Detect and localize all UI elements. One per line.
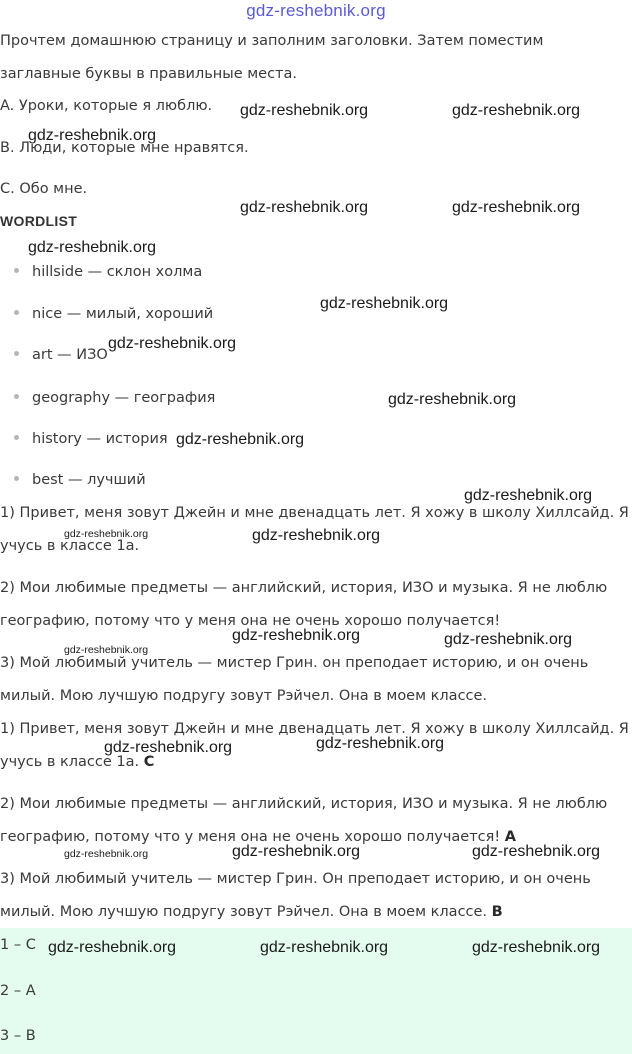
- answer-mark: B: [491, 904, 503, 920]
- watermark: gdz-reshebnik.org: [64, 528, 149, 540]
- watermark: gdz-reshebnik.org: [108, 335, 237, 352]
- wordlist-item: hillside — склон холма: [14, 264, 202, 280]
- wordlist-item: geography — география: [14, 390, 215, 406]
- paragraph-line: учусь в классе 1а. C: [0, 754, 155, 770]
- bullet-icon: [14, 268, 19, 273]
- watermark: gdz-reshebnik.org: [28, 239, 157, 256]
- watermark: gdz-reshebnik.org: [320, 295, 449, 312]
- watermark: gdz-reshebnik.org: [260, 939, 389, 956]
- wordlist-item: art — ИЗО: [14, 347, 108, 363]
- intro-line: Прочтем домашнюю страницу и заполним заголовки. Затем поместим: [0, 33, 544, 49]
- bullet-icon: [14, 394, 19, 399]
- bullet-icon: [14, 476, 19, 481]
- watermark: gdz-reshebnik.org: [388, 391, 517, 408]
- watermark: gdz-reshebnik.org: [48, 939, 177, 956]
- paragraph-line: милый. Мою лучшую подругу зовут Рэйчел. Она в моем классе. B: [0, 904, 503, 920]
- answer-mark: C: [143, 754, 155, 770]
- watermark: gdz-reshebnik.org: [28, 127, 157, 144]
- intro-line: заглавные буквы в правильные места.: [0, 66, 297, 82]
- watermark: gdz-reshebnik.org: [176, 431, 305, 448]
- paragraph-line: географию, потому что у меня она не очень хорошо получается! A: [0, 829, 517, 845]
- watermark: gdz-reshebnik.org: [232, 843, 361, 860]
- answer-mark: A: [504, 829, 517, 845]
- watermark: gdz-reshebnik.org: [232, 627, 361, 644]
- bullet-icon: [14, 351, 19, 356]
- watermark: gdz-reshebnik.org: [472, 939, 601, 956]
- watermark: gdz-reshebnik.org: [464, 487, 593, 504]
- answer-item: 2 – A: [0, 983, 36, 999]
- bullet-icon: [14, 310, 19, 315]
- paragraph-line: 2) Мои любимые предметы — английский, история, ИЗО и музыка. Я не люблю: [0, 796, 608, 812]
- watermark: gdz-reshebnik.org: [64, 644, 149, 656]
- paragraph-line: милый. Мою лучшую подругу зовут Рэйчел. Она в моем классе.: [0, 688, 488, 704]
- watermark: gdz-reshebnik.org: [452, 199, 581, 216]
- paragraph-line: 1) Привет, меня зовут Джейн и мне двенадцать лет. Я хожу в школу Хиллсайд. Я: [0, 721, 629, 737]
- paragraph-line: 2) Мои любимые предметы — английский, история, ИЗО и музыка. Я не люблю: [0, 580, 608, 596]
- watermark: gdz-reshebnik.org: [64, 848, 149, 860]
- paragraph-line: 1) Привет, меня зовут Джейн и мне двенадцать лет. Я хожу в школу Хиллсайд. Я: [0, 505, 629, 521]
- watermark: gdz-reshebnik.org: [316, 735, 445, 752]
- wordlist-item: best — лучший: [14, 472, 146, 488]
- watermark: gdz-reshebnik.org: [472, 843, 601, 860]
- watermark: gdz-reshebnik.org: [252, 527, 381, 544]
- wordlist-heading: WORDLIST: [0, 213, 78, 229]
- site-title[interactable]: gdz-reshebnik.org: [246, 1, 386, 20]
- option-a: A. Уроки, которые я люблю.: [0, 98, 213, 114]
- watermark: gdz-reshebnik.org: [444, 631, 573, 648]
- wordlist-item: history — история: [14, 431, 168, 447]
- paragraph-line: учусь в классе 1а.: [0, 538, 140, 554]
- watermark: gdz-reshebnik.org: [104, 739, 233, 756]
- option-b: B. Люди, которые мне нравятся.: [0, 140, 249, 156]
- paragraph-line: 3) Мой любимый учитель — мистер Грин. Он преподает историю, и он очень: [0, 871, 591, 887]
- paragraph-line: 3) Мой любимый учитель — мистер Грин. он преподает историю, и он очень: [0, 655, 589, 671]
- paragraph-line: географию, потому что у меня она не очень хорошо получается!: [0, 613, 501, 629]
- watermark: gdz-reshebnik.org: [452, 102, 581, 119]
- answer-item: 3 – B: [0, 1028, 36, 1044]
- option-c: C. Обо мне.: [0, 181, 88, 197]
- answer-item: 1 – C: [0, 937, 36, 953]
- wordlist-item: nice — милый, хороший: [14, 306, 213, 322]
- watermark: gdz-reshebnik.org: [240, 102, 369, 119]
- bullet-icon: [14, 435, 19, 440]
- watermark: gdz-reshebnik.org: [240, 199, 369, 216]
